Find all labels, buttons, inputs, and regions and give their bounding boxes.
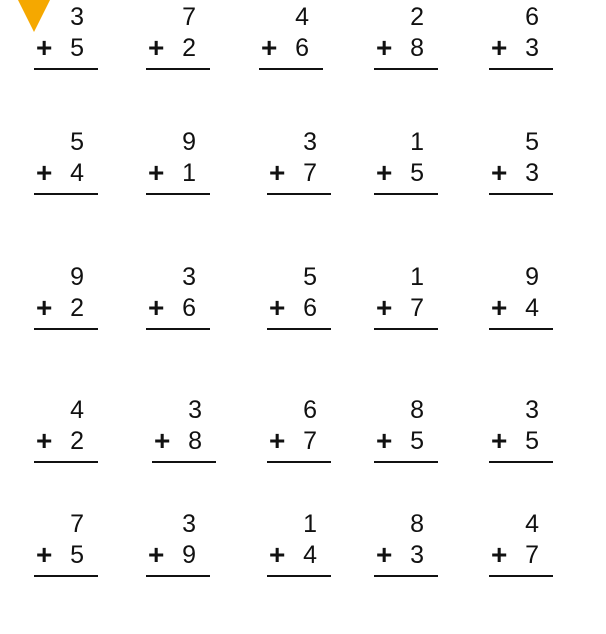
bottom-number: 1 <box>182 159 196 187</box>
problem-r4-c2 <box>152 395 216 455</box>
problem-r4-c3 <box>267 395 331 455</box>
plus-sign: + <box>269 425 286 456</box>
plus-sign: + <box>491 292 508 323</box>
answer-line <box>374 461 438 463</box>
problem-r5-c3 <box>267 509 331 569</box>
bottom-number: 4 <box>525 294 539 322</box>
bottom-number: 2 <box>70 294 84 322</box>
plus-sign: + <box>269 539 286 570</box>
answer-line <box>374 193 438 195</box>
plus-sign: + <box>261 32 278 63</box>
top-number: 5 <box>303 263 317 291</box>
answer-line <box>267 461 331 463</box>
top-number: 1 <box>410 128 424 156</box>
problem-r2-c2 <box>146 127 210 187</box>
plus-sign: + <box>491 32 508 63</box>
answer-line <box>489 461 553 463</box>
plus-sign: + <box>148 292 165 323</box>
problem-r2-c1 <box>34 127 98 187</box>
top-number: 3 <box>525 396 539 424</box>
answer-line <box>374 68 438 70</box>
plus-sign: + <box>148 539 165 570</box>
top-number: 8 <box>410 510 424 538</box>
top-number: 1 <box>410 263 424 291</box>
bottom-number: 7 <box>303 159 317 187</box>
problem-r3-c4 <box>374 262 438 322</box>
bottom-number: 8 <box>410 34 424 62</box>
answer-line <box>267 328 331 330</box>
answer-line <box>34 68 98 70</box>
top-number: 7 <box>70 510 84 538</box>
top-number: 9 <box>70 263 84 291</box>
top-number: 3 <box>188 396 202 424</box>
plus-sign: + <box>491 425 508 456</box>
bottom-number: 5 <box>70 541 84 569</box>
problem-r3-c3 <box>267 262 331 322</box>
problem-r1-c4 <box>374 2 438 62</box>
bottom-number: 6 <box>182 294 196 322</box>
top-number: 3 <box>182 510 196 538</box>
top-number: 7 <box>182 3 196 31</box>
bottom-number: 5 <box>70 34 84 62</box>
problem-r1-c1 <box>34 2 98 62</box>
answer-line <box>489 328 553 330</box>
answer-line <box>374 575 438 577</box>
bottom-number: 6 <box>303 294 317 322</box>
answer-line <box>146 575 210 577</box>
plus-sign: + <box>491 157 508 188</box>
answer-line <box>259 68 323 70</box>
problem-r1-c3 <box>259 2 323 62</box>
plus-sign: + <box>269 292 286 323</box>
bottom-number: 7 <box>410 294 424 322</box>
plus-sign: + <box>36 539 53 570</box>
answer-line <box>152 461 216 463</box>
bottom-number: 5 <box>410 159 424 187</box>
problem-r3-c1 <box>34 262 98 322</box>
plus-sign: + <box>376 32 393 63</box>
plus-sign: + <box>148 32 165 63</box>
bottom-number: 4 <box>70 159 84 187</box>
bottom-number: 3 <box>525 34 539 62</box>
top-number: 8 <box>410 396 424 424</box>
answer-line <box>146 328 210 330</box>
problem-r4-c4 <box>374 395 438 455</box>
plus-sign: + <box>376 292 393 323</box>
top-number: 3 <box>182 263 196 291</box>
bottom-number: 7 <box>525 541 539 569</box>
plus-sign: + <box>154 425 171 456</box>
plus-sign: + <box>36 157 53 188</box>
answer-line <box>489 68 553 70</box>
plus-sign: + <box>376 539 393 570</box>
problem-r2-c5 <box>489 127 553 187</box>
top-number: 5 <box>70 128 84 156</box>
answer-line <box>34 193 98 195</box>
answer-line <box>267 575 331 577</box>
answer-line <box>34 328 98 330</box>
top-number: 3 <box>303 128 317 156</box>
bottom-number: 5 <box>410 427 424 455</box>
top-number: 1 <box>303 510 317 538</box>
top-number: 4 <box>70 396 84 424</box>
answer-line <box>146 193 210 195</box>
problem-r1-c5 <box>489 2 553 62</box>
problem-r4-c5 <box>489 395 553 455</box>
answer-line <box>374 328 438 330</box>
plus-sign: + <box>491 539 508 570</box>
answer-line <box>34 575 98 577</box>
top-number: 9 <box>525 263 539 291</box>
problem-r3-c2 <box>146 262 210 322</box>
plus-sign: + <box>36 292 53 323</box>
top-number: 2 <box>410 3 424 31</box>
bottom-number: 5 <box>525 427 539 455</box>
answer-line <box>267 193 331 195</box>
plus-sign: + <box>36 425 53 456</box>
problem-r4-c1 <box>34 395 98 455</box>
top-number: 6 <box>525 3 539 31</box>
bottom-number: 9 <box>182 541 196 569</box>
top-number: 5 <box>525 128 539 156</box>
plus-sign: + <box>376 157 393 188</box>
bottom-number: 6 <box>295 34 309 62</box>
bottom-number: 7 <box>303 427 317 455</box>
problem-r1-c2 <box>146 2 210 62</box>
bottom-number: 3 <box>410 541 424 569</box>
top-number: 4 <box>525 510 539 538</box>
bottom-number: 4 <box>303 541 317 569</box>
top-number: 4 <box>295 3 309 31</box>
bottom-number: 2 <box>182 34 196 62</box>
bottom-number: 2 <box>70 427 84 455</box>
plus-sign: + <box>269 157 286 188</box>
problem-r3-c5 <box>489 262 553 322</box>
answer-line <box>489 575 553 577</box>
answer-line <box>34 461 98 463</box>
problem-r2-c4 <box>374 127 438 187</box>
problem-r5-c2 <box>146 509 210 569</box>
plus-sign: + <box>148 157 165 188</box>
top-number: 6 <box>303 396 317 424</box>
bottom-number: 8 <box>188 427 202 455</box>
bottom-number: 3 <box>525 159 539 187</box>
problem-r5-c4 <box>374 509 438 569</box>
plus-sign: + <box>376 425 393 456</box>
top-number: 3 <box>70 3 84 31</box>
problem-r5-c5 <box>489 509 553 569</box>
answer-line <box>146 68 210 70</box>
plus-sign: + <box>36 32 53 63</box>
top-number: 9 <box>182 128 196 156</box>
problem-r5-c1 <box>34 509 98 569</box>
problem-r2-c3 <box>267 127 331 187</box>
answer-line <box>489 193 553 195</box>
